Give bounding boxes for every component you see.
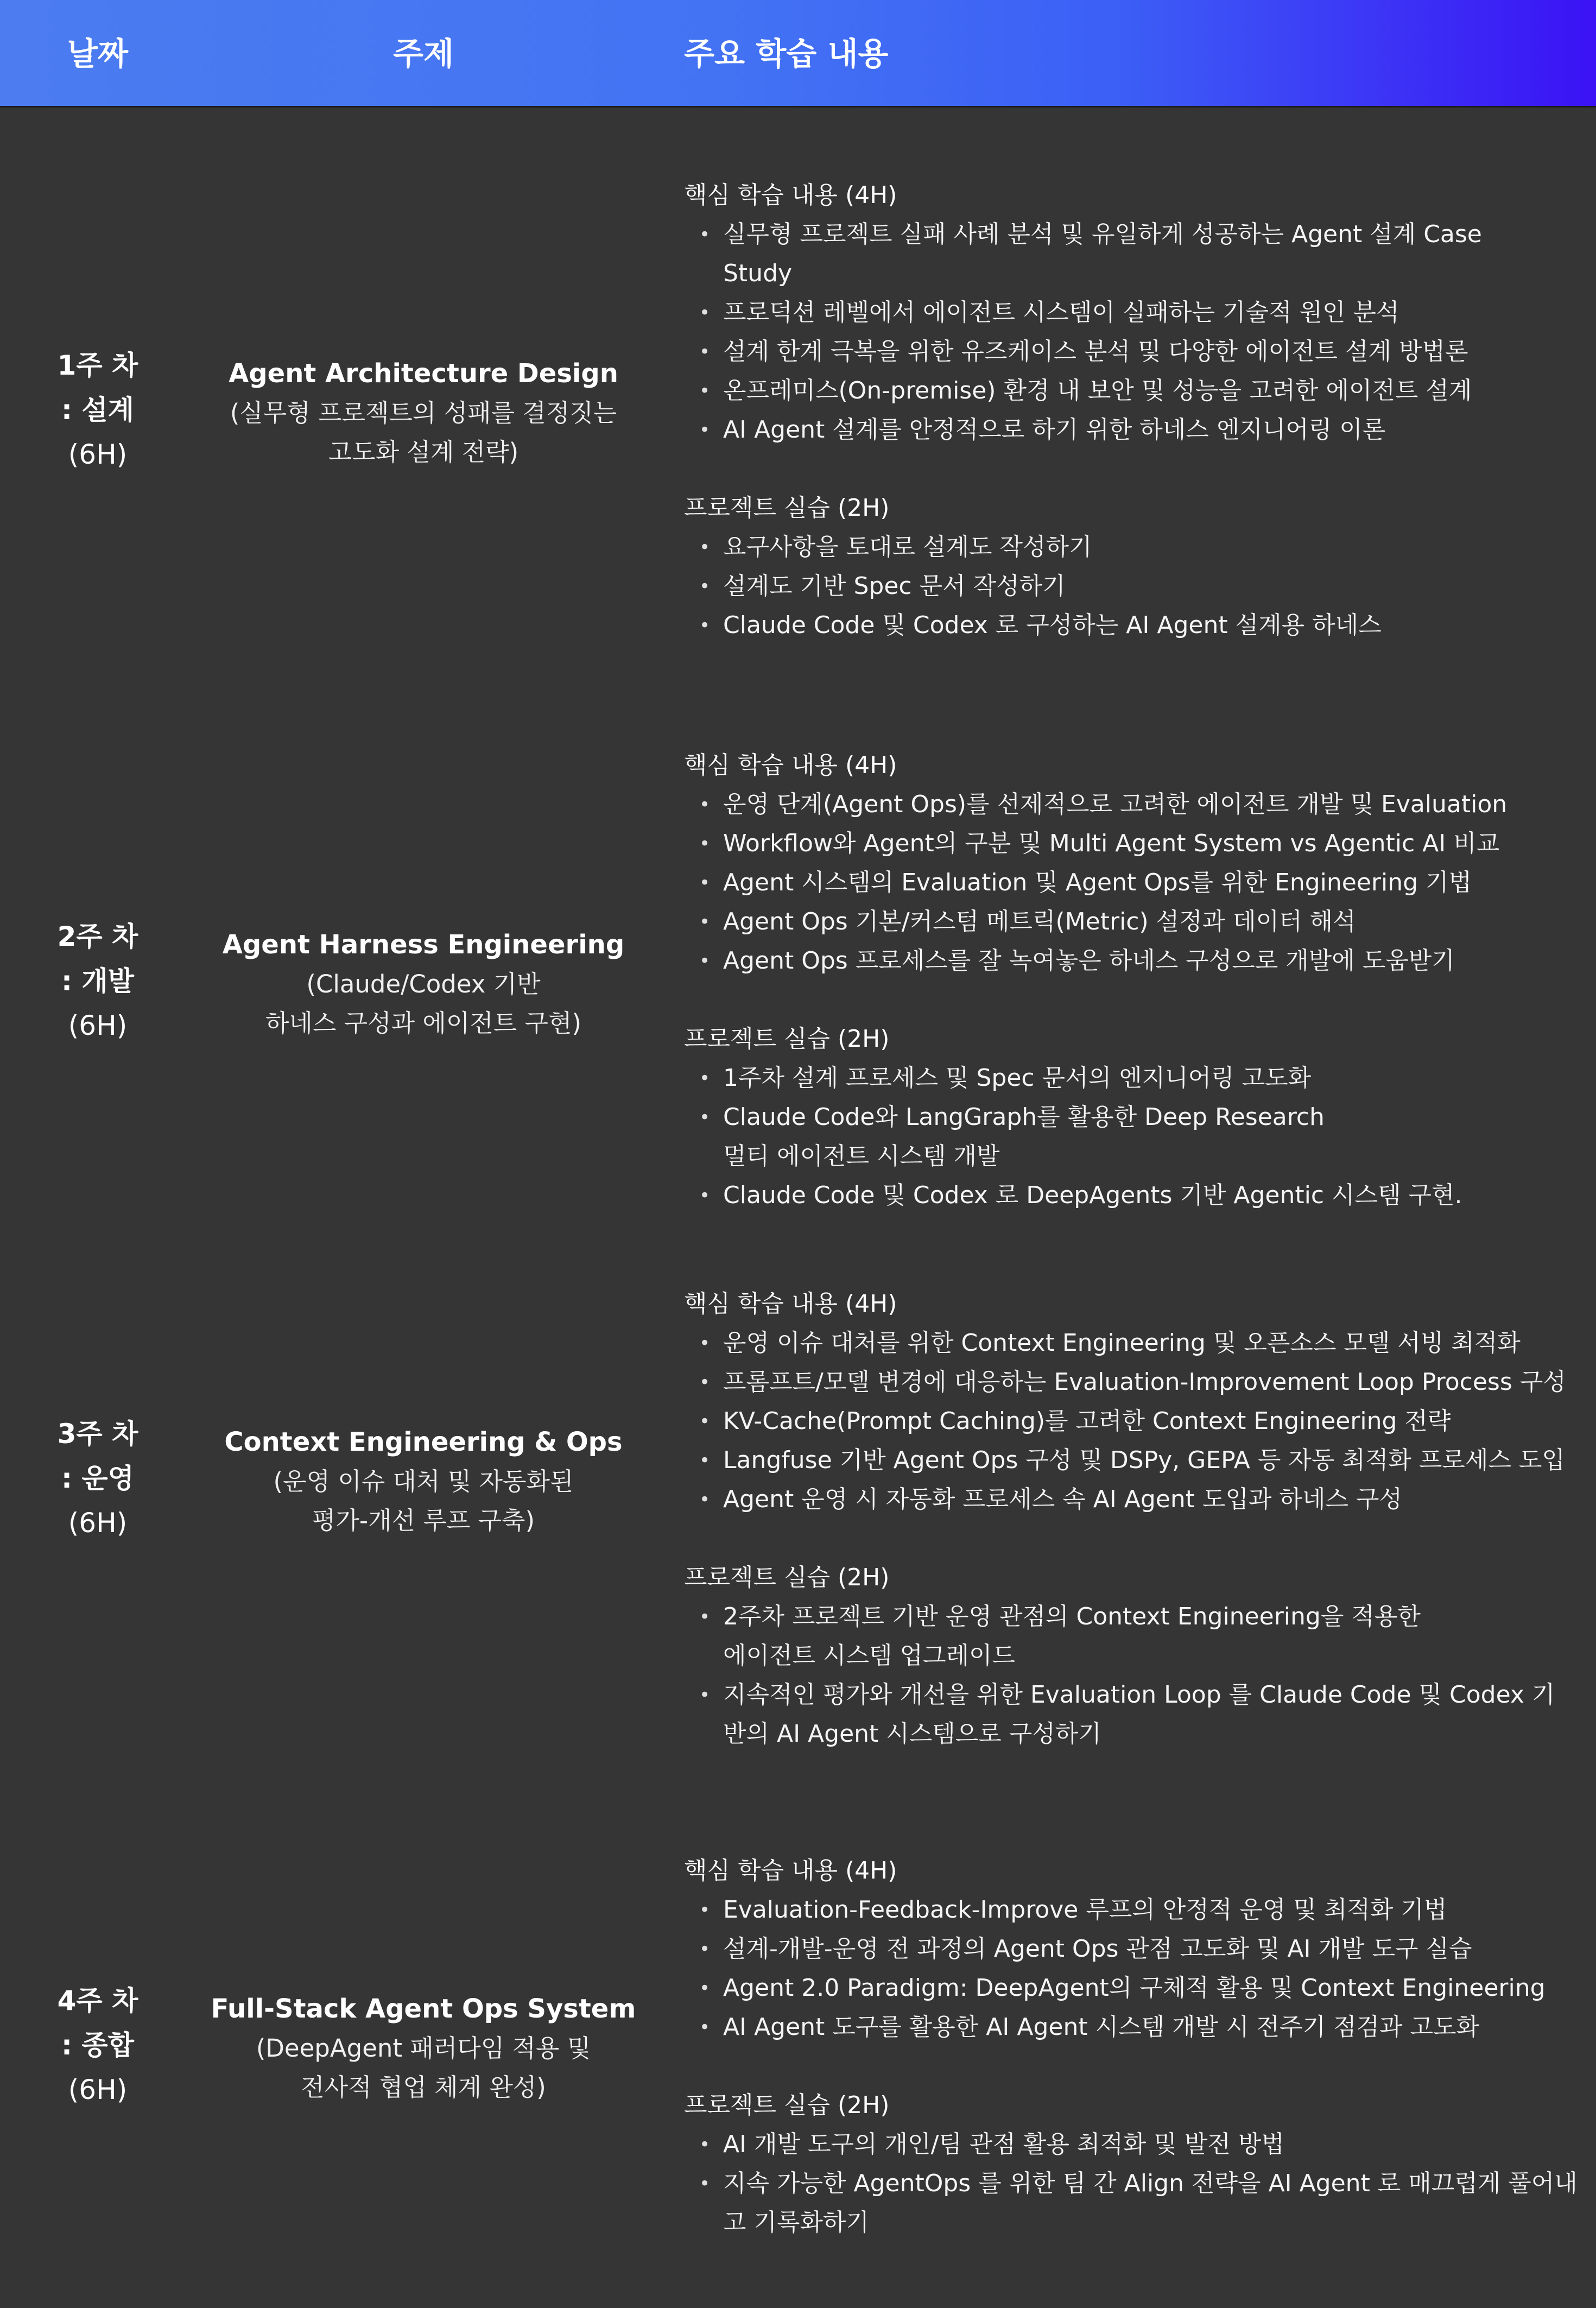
- list-item: [684, 371, 1574, 410]
- list-item: [684, 1324, 1574, 1363]
- list-item: [684, 1480, 1574, 1519]
- week-phase: : 운영: [61, 1463, 134, 1494]
- list-item: [684, 606, 1574, 645]
- list-item-text: 실무형 프로젝트 실패 사례 분석 및 유일하게 성공하는 Agent 설계 Case: [723, 220, 1482, 248]
- list-item: [684, 1363, 1574, 1402]
- week-number: 4주 차: [57, 1985, 138, 2016]
- project-section-title: 프로젝트 실습 (2H): [684, 494, 890, 522]
- topic-title: Full-Stack Agent Ops System: [211, 1994, 636, 2024]
- list-item-text: Study: [723, 260, 793, 287]
- list-item: [684, 1098, 1574, 1176]
- list-item-text: 설계 한계 극복을 위한 유즈케이스 분석 및 다양한 에이전트 설계 방법론: [723, 338, 1468, 365]
- list-item: [684, 785, 1574, 824]
- topic-title: Context Engineering & Ops: [224, 1427, 623, 1457]
- topic-title: Agent Architecture Design: [229, 358, 618, 389]
- list-item-text: Agent 2.0 Paradigm: DeepAgent의 구체적 활용 및 Context Engineering: [723, 1974, 1546, 2002]
- list-item: [684, 2164, 1578, 2242]
- week-cell: [0, 343, 195, 477]
- content-cell: [684, 1285, 1574, 1754]
- topic-cell: [195, 353, 651, 472]
- week-cell: [0, 1978, 195, 2112]
- list-item: [684, 1402, 1574, 1441]
- week-hours: (6H): [68, 439, 128, 470]
- week-hours: (6H): [68, 2074, 128, 2105]
- list-item-text: Workflow와 Agent의 구분 및 Multi Agent System vs Agentic AI 비교: [723, 830, 1500, 857]
- section-gap: [684, 1519, 1574, 1558]
- list-item-text: 고 기록화하기: [723, 2209, 870, 2236]
- header-topic: 주제: [392, 35, 454, 72]
- list-item: [684, 332, 1574, 371]
- list-item: [684, 567, 1574, 606]
- core-section-title: 핵심 학습 내용 (4H): [684, 751, 897, 779]
- list-item-text: 설계도 기반 Spec 문서 작성하기: [723, 572, 1066, 600]
- list-item-text: AI 개발 도구의 개인/팀 관점 활용 최적화 및 발전 방법: [723, 2130, 1284, 2158]
- list-item: [684, 528, 1574, 567]
- list-item-text: 지속 가능한 AgentOps 를 위한 팀 간 Align 전략을 AI Agent 로 매끄럽게 풀어내: [723, 2170, 1578, 2197]
- project-section-title: 프로젝트 실습 (2H): [684, 2091, 890, 2119]
- list-item-text: 운영 이슈 대처를 위한 Context Engineering 및 오픈소스 모델 서빙 최적화: [723, 1329, 1521, 1357]
- project-item-list: [684, 528, 1574, 645]
- week-number: 2주 차: [57, 921, 138, 952]
- topic-subtitle: 고도화 설계 전략): [328, 438, 519, 466]
- list-item-text: 멀티 에이전트 시스템 개발: [723, 1142, 1000, 1170]
- list-item-text: 요구사항을 토대로 설계도 작성하기: [723, 533, 1092, 561]
- section-gap: [684, 450, 1574, 489]
- list-item-text: 프로덕션 레벨에서 에이전트 시스템이 실패하는 기술적 원인 분석: [723, 299, 1399, 326]
- week-number: 3주 차: [57, 1418, 138, 1450]
- list-item-text: KV-Cache(Prompt Caching)를 고려한 Context Engineering 전략: [723, 1407, 1451, 1435]
- list-item-text: AI Agent 설계를 안정적으로 하기 위한 하네스 엔지니어링 이론: [723, 416, 1386, 444]
- week-hours: (6H): [68, 1010, 128, 1041]
- list-item-text: Agent Ops 프로세스를 잘 녹여놓은 하네스 구성으로 개발에 도움받기: [723, 947, 1455, 975]
- list-item: [684, 1969, 1574, 2008]
- list-item-text: 설계-개발-운영 전 과정의 Agent Ops 관점 고도화 및 AI 개발 도구 실습: [723, 1935, 1472, 1963]
- core-item-list: [684, 1890, 1574, 2047]
- list-item-text: Claude Code 및 Codex 로 DeepAgents 기반 Agentic 시스템 구현.: [723, 1181, 1462, 1209]
- core-item-list: [684, 1324, 1574, 1519]
- list-item: [684, 1176, 1574, 1215]
- list-item-text: AI Agent 도구를 활용한 AI Agent 시스템 개발 시 전주기 점검과 고도화: [723, 2013, 1480, 2041]
- topic-subtitle: (운영 이슈 대처 및 자동화된: [273, 1467, 574, 1496]
- topic-cell: [195, 1989, 651, 2107]
- section-gap: [684, 2047, 1574, 2086]
- topic-title: Agent Harness Engineering: [222, 929, 625, 960]
- list-item: [684, 902, 1574, 941]
- topic-subtitle: (Claude/Codex 기반: [306, 970, 541, 998]
- week-phase: : 설계: [61, 394, 134, 426]
- list-item: [684, 1441, 1574, 1480]
- list-item: [684, 293, 1574, 332]
- topic-subtitle: 평가-개선 루프 구축): [312, 1506, 535, 1535]
- list-item-text: 2주차 프로젝트 기반 운영 관점의 Context Engineering을 적용한: [723, 1603, 1421, 1630]
- list-item-text: Evaluation-Feedback-Improve 루프의 안정적 운영 및 최적화 기법: [723, 1896, 1447, 1924]
- content-cell: [684, 176, 1574, 645]
- table-header: [0, 0, 1596, 108]
- list-item-text: 프롬프트/모델 변경에 대응하는 Evaluation-Improvement Loop Process 구성: [723, 1368, 1566, 1396]
- topic-subtitle: 전사적 협업 체계 완성): [301, 2073, 546, 2102]
- core-item-list: [684, 785, 1574, 981]
- header-content: 주요 학습 내용: [684, 35, 889, 72]
- list-item: [684, 1890, 1574, 1930]
- list-item-text: Agent 운영 시 자동화 프로세스 속 AI Agent 도입과 하네스 구성: [723, 1485, 1402, 1513]
- week-hours: (6H): [68, 1507, 128, 1539]
- list-item-text: Claude Code와 LangGraph를 활용한 Deep Research: [723, 1103, 1325, 1131]
- list-item: [684, 1059, 1574, 1098]
- list-item-text: 1주차 설계 프로세스 및 Spec 문서의 엔지니어링 고도화: [723, 1064, 1312, 1092]
- project-item-list: [684, 1597, 1574, 1754]
- list-item: [684, 215, 1574, 293]
- project-section-title: 프로젝트 실습 (2H): [684, 1025, 890, 1053]
- list-item-text: Claude Code 및 Codex 로 구성하는 AI Agent 설계용 하네스: [723, 611, 1382, 639]
- list-item-text: Langfuse 기반 Agent Ops 구성 및 DSPy, GEPA 등 자동 최적화 프로세스 도입: [723, 1446, 1565, 1474]
- week-cell: [0, 1412, 195, 1545]
- core-section-title: 핵심 학습 내용 (4H): [684, 181, 897, 209]
- list-item-text: Agent Ops 기본/커스텀 메트릭(Metric) 설정과 데이터 해석: [723, 908, 1356, 935]
- list-item: [684, 1597, 1574, 1675]
- project-item-list: [684, 1059, 1574, 1215]
- topic-subtitle: 하네스 구성과 에이전트 구현): [265, 1009, 582, 1038]
- core-section-title: 핵심 학습 내용 (4H): [684, 1290, 897, 1318]
- list-item-text: 운영 단계(Agent Ops)를 선제적으로 고려한 에이전트 개발 및 Evaluation: [723, 791, 1508, 818]
- project-section-title: 프로젝트 실습 (2H): [684, 1564, 890, 1591]
- content-cell: [684, 1851, 1578, 2242]
- list-item: [684, 2125, 1574, 2164]
- week-number: 1주 차: [57, 350, 138, 381]
- topic-cell: [195, 1422, 651, 1540]
- topic-subtitle: (DeepAgent 패러다임 적용 및: [256, 2034, 591, 2063]
- list-item: [684, 1930, 1574, 1969]
- list-item: [684, 410, 1574, 450]
- week-phase: : 종합: [61, 2029, 134, 2061]
- content-cell: [684, 746, 1574, 1215]
- list-item: [684, 824, 1574, 863]
- list-item-text: Agent 시스템의 Evaluation 및 Agent Ops를 위한 Engineering 기법: [723, 869, 1472, 896]
- header-date: 날짜: [67, 35, 129, 72]
- list-item: [684, 863, 1574, 902]
- week-cell: [0, 914, 195, 1048]
- core-section-title: 핵심 학습 내용 (4H): [684, 1857, 897, 1885]
- project-item-list: [684, 2125, 1578, 2242]
- list-item-text: 에이전트 시스템 업그레이드: [723, 1642, 1016, 1670]
- topic-cell: [195, 925, 651, 1043]
- list-item-text: 지속적인 평가와 개선을 위한 Evaluation Loop 를 Claude Code 및 Codex 기: [723, 1681, 1555, 1709]
- list-item: [684, 941, 1574, 981]
- list-item-text: 온프레미스(On-premise) 환경 내 보안 및 성능을 고려한 에이전트 설계: [723, 377, 1472, 404]
- topic-subtitle: (실무형 프로젝트의 성패를 결정짓는: [230, 399, 617, 427]
- list-item: [684, 2008, 1574, 2047]
- section-gap: [684, 981, 1574, 1020]
- week-phase: : 개발: [61, 965, 134, 997]
- list-item-text: 반의 AI Agent 시스템으로 구성하기: [723, 1720, 1101, 1748]
- core-item-list: [684, 215, 1574, 450]
- list-item: [684, 1675, 1574, 1754]
